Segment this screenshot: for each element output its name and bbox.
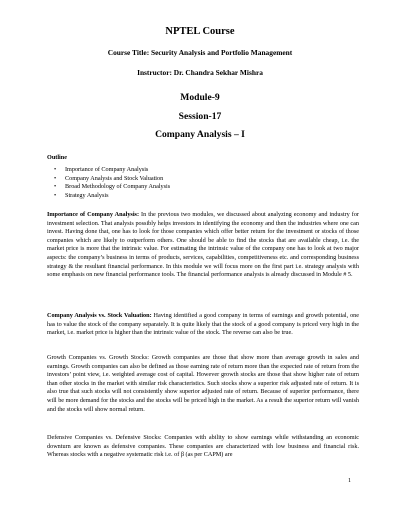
outline-list: [47, 166, 359, 200]
module-heading: Module-9: [180, 92, 220, 103]
outline-item: • Company Analysis and Stock Valuation: [47, 175, 359, 184]
outline-item: • Importance of Company Analysis: [47, 166, 359, 175]
outline-item: • Strategy Analysis: [47, 192, 359, 201]
course-title: Course Title: Security Analysis and Portfolio Management: [107, 48, 293, 57]
topic-heading: Company Analysis – I: [155, 129, 245, 140]
paragraph-importance: [47, 211, 359, 280]
paragraph-text: In the previous two modules, we discussed about analyzing economy and industry for investment selection. That analysis possibly helps investors in identifying the economy and then the industries where one can invest. Having done that, one has to look for those companies which offer better return for the investment or stocks of those companies which are likely to outperform others. One should be able to find the stocks that are available cheap, i.e. the market price is more that the intrinsic value. For estimating the intrinsic value of the company one has to look at two major aspects: the company’s business in terms of products, services, capabilities, competitiveness etc. and corresponding business strategy & the resultant financial performance. In this module we will focus more on the first part i.e. strategy analysis with some emphasis on new financial performance tools. The financial performance analysis is already discussed in Module # 5.: [47, 211, 359, 279]
paragraph-text: Growth Companies vs. Growth Stocks: Growth companies are those that show more than average growth in sales and earnings. Growth companies can also be defined as those earning rate of return more than the expected rate of return from the investors’ point view, i.e. weighted average cost of capital. However growth stocks are those that show higher rate of return than other stocks in the market with similar risk characteristics. Such stocks show a superior risk adjusted rate of return. It is also true that such stocks will not consistently show superior adjusted rate of return. Because of superior performance, there will be more demand for the stocks and the stocks will be priced high in the market. As a result the superior return will vanish and the stocks will show normal return.: [47, 354, 359, 413]
paragraph-defensive: [47, 434, 359, 460]
paragraph-growth: [47, 354, 359, 414]
paragraph-lead: Importance of Company Analysis:: [47, 211, 140, 218]
paragraph-text: Defensive Companies vs. Defensive Stocks: Companies with ability to show earnings while withstanding an economic downturn are known as defensive companies. These companies are characterized with low business and financial risk. Whereas stocks with a negative systematic risk i.e. of β (as per CAPM) are: [47, 434, 359, 459]
page-number: 1: [348, 477, 352, 484]
paragraph-lead: Company Analysis vs. Stock Valuation:: [47, 312, 152, 319]
paragraph-stock-valuation: [47, 312, 359, 338]
session-heading: Session-17: [178, 111, 222, 122]
instructor-line: Instructor: Dr. Chandra Sekhar Mishra: [137, 68, 263, 77]
paragraph-text: Having identified a good company in terms of earnings and growth potential, one has to value the stock of the company separately. It is quite likely that the stock of a good company is priced very high in the market, i.e. market price is higher than the intrinsic value of the stock. The reverse can also be true.: [47, 312, 360, 337]
outline-heading: Outline: [47, 154, 67, 161]
course-heading: NPTEL Course: [165, 26, 235, 37]
outline-item: • Broad Methodology of Company Analysis: [47, 183, 359, 192]
